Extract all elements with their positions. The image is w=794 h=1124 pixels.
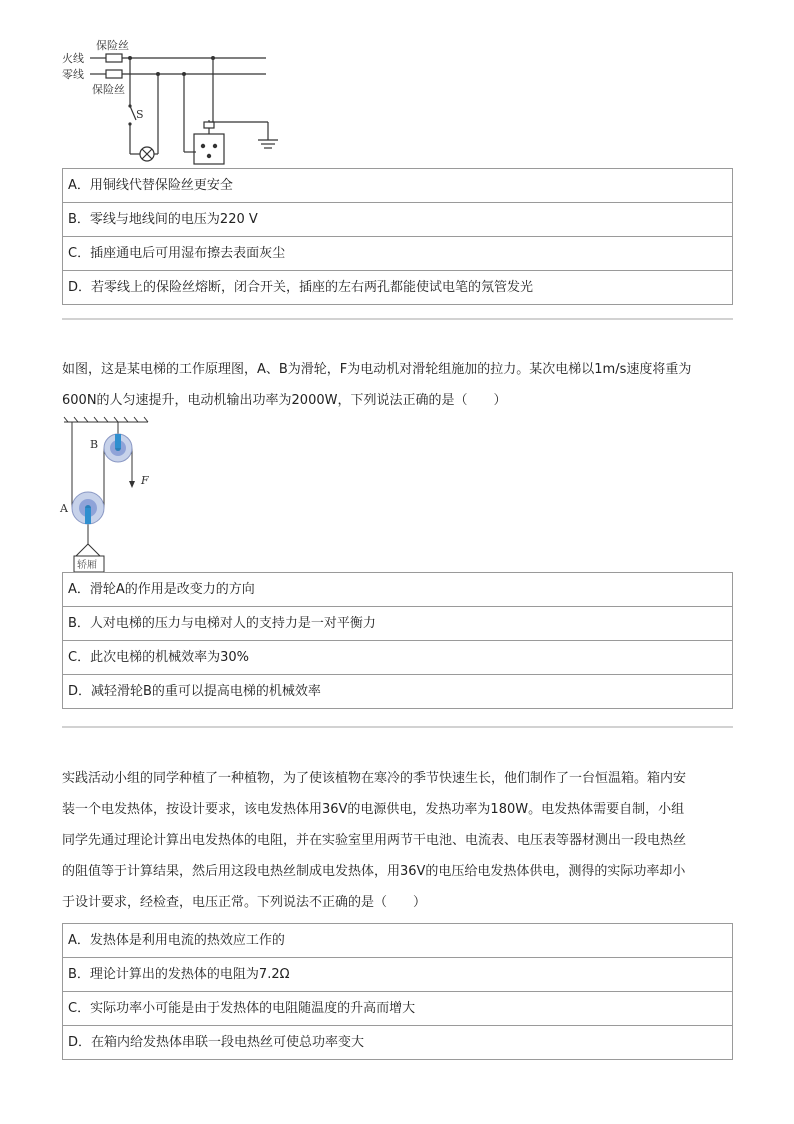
- q3-stem-line: 装一个电发热体，按设计要求，该电发热体用36V的电源供电，发热功率为180W。电发热体需要自制，小组: [62, 802, 685, 817]
- fuse-bottom-label: 保险丝: [92, 83, 125, 96]
- q3-stem-line: 于设计要求，经检查，电压正常。下列说法不正确的是（ ）: [62, 895, 427, 910]
- q3-options: [62, 923, 733, 1060]
- q3-option-b[interactable]: B．理论计算出的发热体的电阻为7.2Ω: [62, 958, 733, 992]
- neutral-wire-label: 零线: [62, 68, 84, 81]
- q1-option-d[interactable]: D．若零线上的保险丝熔断，闭合开关，插座的左右两孔都能使试电笔的氖管发光: [62, 271, 733, 305]
- car-label: 轿厢: [77, 560, 97, 571]
- q3-option-a[interactable]: A．发热体是利用电流的热效应工作的: [62, 924, 733, 958]
- fuse-top-label: 保险丝: [96, 39, 129, 52]
- q3-stem: [62, 763, 734, 918]
- q2-stem: [62, 354, 734, 416]
- q2-options: [62, 572, 733, 709]
- question-divider: [62, 318, 733, 320]
- q3-stem-line: 的阻值等于计算结果，然后用这段电热丝制成电发热体，用36V的电压给电发热体供电，测得的实际功率却小: [62, 864, 686, 879]
- q2-option-b[interactable]: B．人对电梯的压力与电梯对人的支持力是一对平衡力: [62, 607, 733, 641]
- q1-option-c[interactable]: C．插座通电后可用湿布擦去表面灰尘: [62, 237, 733, 271]
- q3-stem-line: 同学先通过理论计算出电发热体的电阻，并在实验室里用两节干电池、电流表、电压表等器材测出一段电热丝: [62, 833, 687, 848]
- question-divider: [62, 726, 733, 728]
- q3-stem-line: 实践活动小组的同学种植了一种植物，为了使该植物在寒冷的季节快速生长，他们制作了一台恒温箱。箱内安: [62, 771, 687, 786]
- q1-options: [62, 168, 733, 305]
- household-circuit-figure: [58, 36, 288, 170]
- q3-option-c[interactable]: C．实际功率小可能是由于发热体的电阻随温度的升高而增大: [62, 992, 733, 1026]
- switch-label: S: [136, 108, 144, 121]
- live-wire-label: 火线: [62, 52, 84, 65]
- q2-option-d[interactable]: D．减轻滑轮B的重可以提高电梯的机械效率: [62, 675, 733, 709]
- pulley-b-label: B: [90, 438, 99, 451]
- q1-option-a[interactable]: A．用铜线代替保险丝更安全: [62, 169, 733, 203]
- q3-option-d[interactable]: D．在箱内给发热体串联一段电热丝可使总功率变大: [62, 1026, 733, 1060]
- q2-option-c[interactable]: C．此次电梯的机械效率为30%: [62, 641, 733, 675]
- pulley-a-label: A: [60, 502, 68, 515]
- q1-option-b[interactable]: B．零线与地线间的电压为220 V: [62, 203, 733, 237]
- q2-stem-line: 600N的人匀速提升，电动机输出功率为2000W，下列说法正确的是（ ）: [62, 393, 507, 408]
- q2-stem-line: 如图，这是某电梯的工作原理图，A、B为滑轮，F为电动机对滑轮组施加的拉力。某次电梯以1m/s速度将重为: [62, 362, 692, 377]
- elevator-pulley-figure: [58, 416, 168, 572]
- q2-option-a[interactable]: A．滑轮A的作用是改变力的方向: [62, 573, 733, 607]
- force-label: F: [141, 474, 149, 487]
